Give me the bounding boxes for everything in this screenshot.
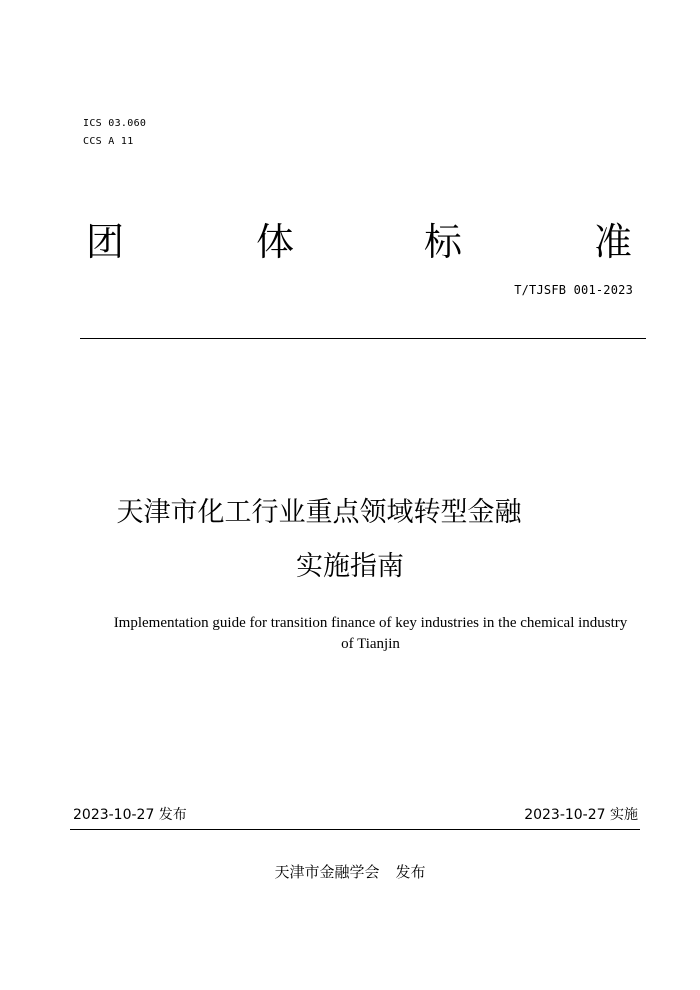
implementation-date: 2023-10-27 实施 — [524, 807, 638, 823]
title-chinese-line: 天津市化工行业重点领域转型金融 — [116, 497, 522, 528]
standard-type-char: 准 — [594, 220, 633, 264]
publisher — [0, 861, 700, 882]
publisher-name: 天津市金融学会 — [274, 863, 380, 881]
issue-date: 2023-10-27 发布 — [73, 807, 187, 823]
title-english: Implementation guide for transition finance of key industries in the chemical industry of Tianjin — [113, 615, 628, 652]
header-divider — [80, 338, 646, 339]
footer-divider — [70, 829, 640, 830]
standard-code: T/TJSFB 001-2023 — [514, 283, 633, 297]
standard-type-char: 标 — [424, 220, 463, 264]
title-chinese — [0, 486, 700, 594]
title-chinese-line: 实施指南 — [296, 551, 404, 582]
ccs-code: CCS A 11 — [83, 136, 134, 147]
standard-type-heading — [86, 218, 636, 266]
standard-type-char: 团 — [86, 220, 125, 264]
standard-type-char: 体 — [256, 220, 295, 264]
ics-code: ICS 03.060 — [83, 118, 147, 129]
publisher-action: 发布 — [395, 863, 426, 881]
